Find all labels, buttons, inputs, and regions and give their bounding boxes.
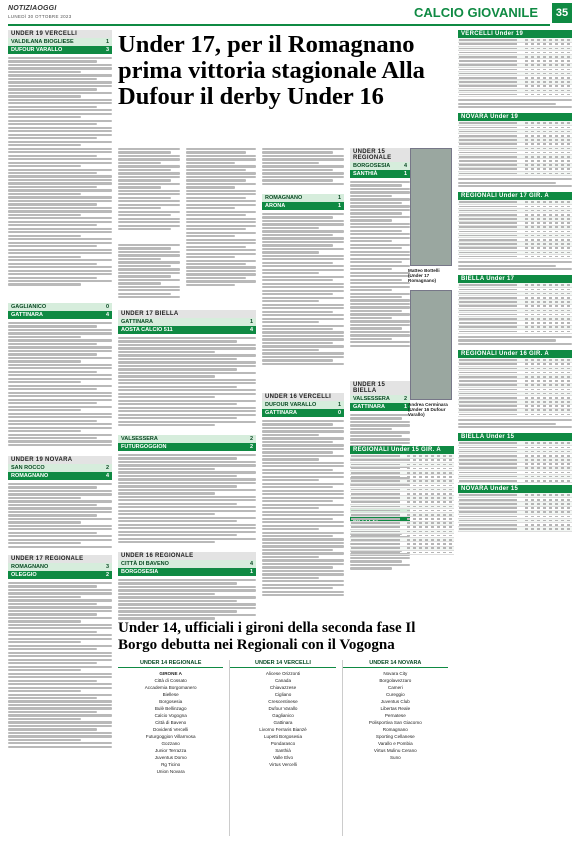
score-row: GATTINARA 4 xyxy=(8,311,112,319)
group-team: Borgolavezzaro xyxy=(379,678,412,683)
section-header: UNDER 19 VERCELLI xyxy=(8,30,112,38)
score-row: GAGLIANICO 0 xyxy=(8,303,112,311)
player-photo xyxy=(410,290,452,400)
group-team: Cigliano xyxy=(274,692,292,697)
group-team: Pernatese xyxy=(384,713,406,718)
score-row: CITTÀ DI BAVENO 4 xyxy=(118,560,256,568)
group-list xyxy=(342,660,448,836)
mid-box xyxy=(118,244,180,304)
score-row: ARONA 1 xyxy=(262,202,344,210)
photo-caption: Matteo Bottelli (Under 17 Romagnano) xyxy=(408,268,440,283)
article-body xyxy=(8,57,112,303)
standings-table xyxy=(458,358,572,417)
under14-groups xyxy=(118,660,448,836)
article-body xyxy=(8,322,112,454)
group-team: Canada xyxy=(274,678,292,683)
group-team: Cameri xyxy=(387,685,403,690)
group-team: Pondarasco xyxy=(270,741,296,746)
group-team: Chiavazzese xyxy=(269,685,297,690)
table-row xyxy=(350,550,454,554)
table-row xyxy=(458,527,572,531)
group-team: Cureggio xyxy=(385,692,405,697)
player-photo xyxy=(410,148,452,266)
score-row: BORGOSESIA 4 xyxy=(350,162,410,170)
group-team: Futurgoggion Villarmosa xyxy=(145,734,196,739)
standings-table xyxy=(350,454,454,555)
table-header: REGIONALI Under 15 GIR. A xyxy=(350,446,454,454)
score-row: FUTURGOGGION 2 xyxy=(118,443,256,451)
group-team: Novara City xyxy=(383,671,408,676)
right-column xyxy=(458,30,572,532)
section-header: UNDER 15 REGIONALE xyxy=(350,148,410,162)
group-team: Città di Cossato xyxy=(154,678,187,683)
score-row: ROMAGNANO 1 xyxy=(262,194,344,202)
score-row: VALSESSERA 2 xyxy=(350,395,410,403)
group-team: Alicese Orizzonti xyxy=(265,671,301,676)
table-row xyxy=(458,92,572,96)
standings-table xyxy=(458,200,572,259)
group-team: Suno xyxy=(389,755,401,760)
section-header: UNDER 19 NOVARA xyxy=(8,456,112,464)
fixtures-note xyxy=(458,419,572,431)
group-team: Santhià xyxy=(275,748,291,753)
group-team: Junior Terrazza xyxy=(155,748,187,753)
score-row: BORGOSESIA 1 xyxy=(118,568,256,576)
section-header: UNDER 17 BIELLA xyxy=(118,310,256,318)
article-column-1 xyxy=(118,148,180,240)
secondary-headline: Under 14, ufficiali i gironi della seconda fase Il Borgo debutta nei Regionali con il Vogogna xyxy=(118,620,416,653)
article-body xyxy=(262,420,344,630)
article-body xyxy=(118,244,180,304)
group-team: Calcio Vogogna xyxy=(154,713,187,718)
group-team: Livorno Ferraris Bianzè xyxy=(259,727,307,732)
fixtures-note xyxy=(458,336,572,348)
table-header: NOVARA Under 15 xyxy=(458,485,572,493)
table-header: VERCELLI Under 19 xyxy=(458,30,572,38)
group-team: Gaglianico xyxy=(272,713,294,718)
score-row: DUFOUR VARALLO 1 xyxy=(262,401,344,409)
group-items xyxy=(118,677,223,775)
score-row: SAN ROCCO 2 xyxy=(8,464,112,472)
group-subtitle: GIRONE A xyxy=(159,671,182,676)
table-header: BIELLA Under 15 xyxy=(458,433,572,441)
group-team: Bulè Bellinzago xyxy=(154,706,187,711)
fixtures-note xyxy=(458,178,572,190)
standings-box xyxy=(350,446,454,555)
table-header: REGIONALI Under 17 GIR. A xyxy=(458,192,572,200)
score-row: GATTINARA 0 xyxy=(262,409,344,417)
group-title: UNDER 14 VERCELLI xyxy=(230,660,335,668)
group-team: Juventus Club xyxy=(380,699,410,704)
group-team: Rg Ticino xyxy=(161,762,181,767)
section-rule xyxy=(8,24,550,26)
score-row: AOSTA CALCIO 511 4 xyxy=(118,326,256,334)
article-column-2 xyxy=(186,148,256,306)
article-body xyxy=(118,337,256,435)
under17-biella-box xyxy=(118,310,256,627)
group-team: Valle Elvo xyxy=(272,755,294,760)
group-team: Varallo e Pombia xyxy=(377,741,413,746)
group-list xyxy=(118,660,223,836)
group-title: UNDER 14 NOVARA xyxy=(343,660,448,668)
article-body xyxy=(262,148,344,192)
group-team: Gattinara xyxy=(273,720,293,725)
group-team: Romagnano xyxy=(382,727,408,732)
table-header: REGIONALI Under 16 GIR. A xyxy=(458,350,572,358)
score-row: ROMAGNANO 3 xyxy=(8,563,112,571)
standings-table xyxy=(458,38,572,97)
table-row xyxy=(458,479,572,483)
table-row xyxy=(458,255,572,259)
photo-caption: Andrea Cerminara (Under 16 Dufour Varallo) xyxy=(408,402,448,417)
page-number: 35 xyxy=(552,3,572,23)
group-list xyxy=(229,660,335,836)
group-team: Polisportiva San Giacomo xyxy=(368,720,422,725)
group-team: Crescentinese xyxy=(268,699,298,704)
group-title: UNDER 14 REGIONALE xyxy=(118,660,223,668)
table-row xyxy=(458,171,572,175)
group-items xyxy=(343,670,448,761)
group-team: Virtus Vercelli xyxy=(269,762,297,767)
article-body xyxy=(262,213,344,393)
score-row: OLEGGIO 2 xyxy=(8,571,112,579)
group-team: Lupetti Borgosesia xyxy=(263,734,303,739)
article-body xyxy=(118,148,180,240)
column-3 xyxy=(262,148,344,630)
group-team: Borgosesia xyxy=(159,699,183,704)
section-header: UNDER 17 REGIONALE xyxy=(8,555,112,563)
publication-name: NOTIZIAOGGI xyxy=(8,5,57,12)
section-title: CALCIO GIOVANILE xyxy=(414,5,538,20)
article-body xyxy=(186,148,256,306)
section-header: UNDER 16 VERCELLI xyxy=(262,393,344,401)
group-team: Juventus Domo xyxy=(154,755,187,760)
group-team: Libertas Reale xyxy=(380,706,411,711)
standings-table xyxy=(458,121,572,176)
standings-table xyxy=(458,493,572,531)
section-header: UNDER 16 REGIONALE xyxy=(118,552,256,560)
group-team: Gozzano xyxy=(161,741,180,746)
table-header: BIELLA Under 17 xyxy=(458,275,572,283)
score-row: DUFOUR VARALLO 3 xyxy=(8,46,112,54)
article-body xyxy=(8,582,112,760)
table-row xyxy=(458,412,572,416)
article-body xyxy=(8,483,112,553)
score-row: ROMAGNANO 4 xyxy=(8,472,112,480)
section-header: UNDER 15 BIELLA xyxy=(350,381,410,395)
group-team: Virtus Mulinu Cerano xyxy=(373,748,417,753)
fixtures-note xyxy=(458,99,572,111)
score-row: GATTINARA 1 xyxy=(350,403,410,411)
group-team: Union Novara xyxy=(156,769,185,774)
standings-table xyxy=(458,283,572,334)
table-row xyxy=(458,329,572,333)
main-headline: Under 17, per il Romagnano prima vittoria stagionale Alla Dufour il derby Under 16 xyxy=(118,31,425,110)
score-row: SANTHIÀ 1 xyxy=(350,170,410,178)
standings-table xyxy=(458,441,572,483)
group-team: Biellese xyxy=(162,692,179,697)
group-items xyxy=(230,670,335,768)
fixtures-note xyxy=(458,261,572,273)
group-team: Accademia Borgomanero xyxy=(144,685,197,690)
group-team: Città di Baveno xyxy=(155,720,187,725)
left-column xyxy=(8,30,112,760)
score-row: GATTINARA 1 xyxy=(118,318,256,326)
table-header: NOVARA Under 19 xyxy=(458,113,572,121)
publication-date: LUNEDÌ 30 OTTOBRE 2023 xyxy=(8,14,72,19)
score-row: VALDILANA BIOGLIESE 1 xyxy=(8,38,112,46)
group-team: Dovidenti Vercelli xyxy=(153,727,189,732)
group-team: Sporting Cellanese xyxy=(375,734,415,739)
article-body xyxy=(118,454,256,552)
score-row: VALSESSERA 2 xyxy=(118,435,256,443)
group-team: Dufour Varallo xyxy=(268,706,298,711)
article-body xyxy=(350,181,410,381)
